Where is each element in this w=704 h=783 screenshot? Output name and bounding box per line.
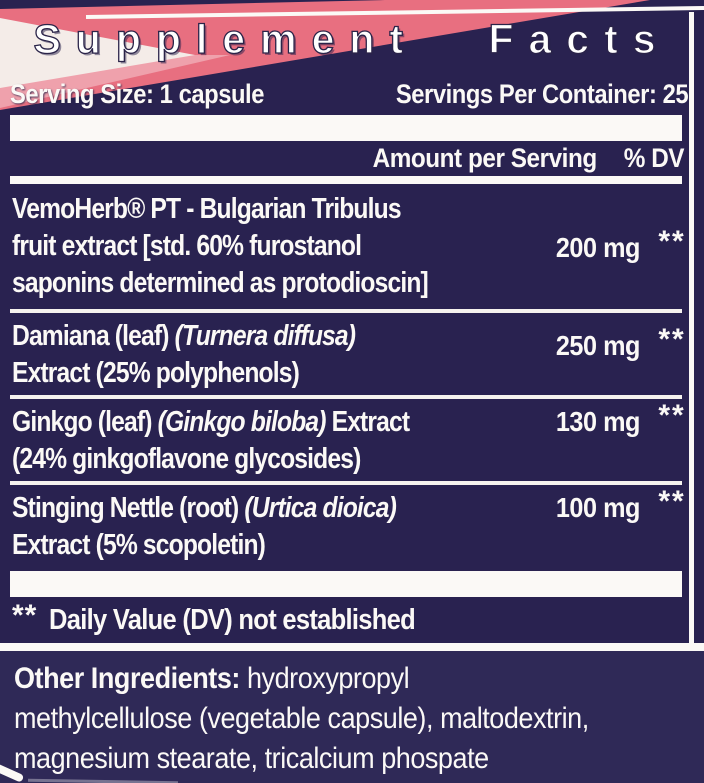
dv-value: ** xyxy=(658,485,686,518)
amount-value: 130 mg xyxy=(555,406,640,437)
page-title: Supplement Facts xyxy=(33,16,671,62)
footnote-text: Daily Value (DV) not established xyxy=(49,603,416,636)
column-dv-label: % DV xyxy=(623,143,684,173)
dv-value: ** xyxy=(658,399,686,432)
ingredient-name: Ginkgo (leaf) (Ginkgo biloba) Extract (24% ginkgoflavone glycosides) xyxy=(12,406,410,475)
servings-per-container: Servings Per Container: 25 xyxy=(395,79,688,109)
ingredient-name: VemoHerb® PT - Bulgarian Tribulus fruit extract [std. 60% furostanol saponins determined as protodioscin] xyxy=(12,193,428,299)
label-header xyxy=(0,0,704,115)
amount-value: 200 mg xyxy=(555,231,640,263)
table-row-stinging-nettle xyxy=(0,485,704,567)
dv-value: ** xyxy=(658,224,686,258)
table-row-ginkgo xyxy=(0,399,704,481)
right-frame-border xyxy=(689,12,694,645)
serving-row xyxy=(0,79,704,110)
dv-footnote xyxy=(0,597,704,643)
amount-value: 250 mg xyxy=(555,330,640,361)
dv-value: ** xyxy=(658,323,686,356)
other-ingredients-label: Other Ingredients: xyxy=(14,662,240,695)
amount-value: 100 mg xyxy=(555,492,640,523)
panel-bottom-border xyxy=(0,643,704,651)
table-row-vemoherb xyxy=(0,184,704,309)
column-header-labels xyxy=(373,143,684,174)
column-header xyxy=(0,141,704,176)
other-ingredients-section: Other Ingredients: hydroxypropyl methylcellulose (vegetable capsule), maltodextrin, magnesium stearate, tricalcium phospate xyxy=(0,651,704,783)
ingredient-name: Damiana (leaf) (Turnera diffusa) Extract (25% polyphenols) xyxy=(12,320,356,389)
footnote-marker: ** xyxy=(12,599,38,632)
divider-bar-top xyxy=(10,115,682,141)
divider-bar-bottom xyxy=(10,571,682,597)
ingredient-name: Stinging Nettle (root) (Urtica dioica) Extract (5% scopoletin) xyxy=(12,492,397,561)
table-row-damiana xyxy=(0,313,704,395)
header-rule xyxy=(10,176,682,184)
serving-size: Serving Size: 1 capsule xyxy=(10,79,264,109)
column-amount-label: Amount per Serving xyxy=(372,143,597,173)
